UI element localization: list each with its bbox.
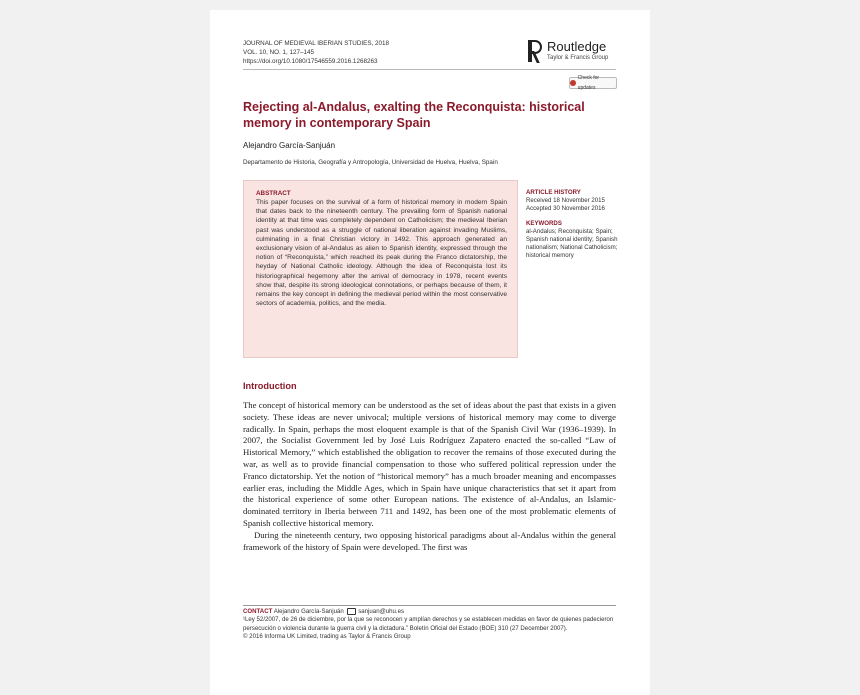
article-history — [526, 189, 626, 214]
keywords — [526, 220, 626, 261]
paragraph: The concept of historical memory can be understood as the set of ideas about the past that exists in a given society. These ideas are never univocal; multiple versions of historical memory may come to diverge radically. In Spain, perhaps the most eloquent example is that of the Spanish Civil War (1936–1939). In 2007, the Socialist Government led by José Luis Rodríguez Zapatero enacted the so-called “Law of Historical Memory,” which established the obligation to recover the remains of those executed during the war, as well as to provide financial compensation to those who suffered political repression under the Franco dictatorship. Yet the notion of “historical memory” has a much broader meaning and encompasses earlier eras, including the Middle Ages, which in Spain have unique characteristics that set it apart from the historical experience of some other European nations. The existence of al-Andalus, an Islamic-dominated territory in Iberia between 711 and 1492, has been one of the most problematic elements of Spanish collective historical memory. — [243, 400, 616, 528]
keywords-list: al-Andalus; Reconquista; Spain; Spanish national identity; Spanish nationalism; National Catholicism; historical memory — [526, 227, 618, 260]
check-updates-label: Check for updates — [577, 75, 600, 91]
received-date: Received 18 November 2015 — [526, 197, 605, 205]
accepted-date: Accepted 30 November 2016 — [526, 205, 605, 213]
paragraph: During the nineteenth century, two opposing historical paradigms about al-Andalus within the general framework of the history of Spain were developed. The first was — [243, 529, 616, 552]
email-icon — [347, 608, 356, 615]
contact-email[interactable]: sanjuan@uhu.es — [358, 608, 405, 616]
publisher-name: Routledge — [547, 39, 607, 54]
journal-name: JOURNAL OF MEDIEVAL IBERIAN STUDIES, 2018 — [243, 40, 390, 47]
contact-line — [243, 608, 616, 616]
footnote: ¹Ley 52/2007, de 26 de diciembre, por la que se reconocen y amplían derechos y se establecen medidas en favor de quienes padecieron persecución o violencia durante la guerra civil y la dictadura.” Boletín Oficial del Estado (BOE) 310 (27 December 2007). — [243, 616, 614, 632]
publisher-logo — [528, 40, 608, 62]
abstract-text: This paper focuses on the survival of a form of historical memory in modern Spain that dates back to the nineteenth century. The prevailing form of Spanish national identity at that time was completely dependent on Catholicism; the medieval Iberian past was understood as a struggle of national liberation against invading Muslims, culminating in a final Christian victory in 1492. This approach generated an exclusionary vision of al-Andalus as alien to Spanish identity, expressed through the notion of “Reconquista,” which reached its peak during the Franco dictatorship, the heyday of National Catholic ideology. Although the idea of Reconquista lost its historiographical hegemony after the arrival of democracy in 1978, recent events show that, despite its strong ideological connotations, or perhaps because of them, it remains the key concept in defining the medieval period within the most conservative sectors of academia, politics, and the media. — [256, 199, 507, 308]
journal-doi[interactable]: https://doi.org/10.1080/17546559.2016.1268263 — [243, 58, 378, 65]
body-text — [243, 400, 616, 553]
footnote-divider — [243, 605, 616, 606]
keywords-heading: KEYWORDS — [526, 219, 562, 227]
publisher-subtitle: Taylor & Francis Group — [547, 55, 609, 61]
journal-volume: VOL. 10, NO. 1, 127–145 — [243, 49, 315, 56]
introduction-heading: Introduction — [243, 381, 297, 391]
update-icon — [570, 80, 576, 86]
article-title: Rejecting al-Andalus, exalting the Reconquista: historical memory in contemporary Spain — [243, 100, 585, 130]
copyright: © 2016 Informa UK Limited, trading as Taylor & Francis Group — [243, 633, 411, 640]
abstract-heading: ABSTRACT — [256, 190, 291, 197]
author-affiliation: Departamento de Historia, Geografía y Antropología, Universidad de Huelva, Huelva, Spain — [243, 159, 498, 166]
article-sidebar — [526, 189, 626, 267]
header-divider — [243, 69, 616, 70]
abstract-box — [243, 180, 518, 358]
contact-label: CONTACT — [243, 608, 273, 616]
footer — [243, 608, 616, 641]
contact-name: Alejandro García-Sanjuán — [273, 608, 344, 616]
article-page — [210, 10, 650, 695]
routledge-logo-icon — [528, 40, 542, 62]
article-history-heading: ARTICLE HISTORY — [526, 189, 581, 196]
check-updates-button[interactable] — [569, 77, 617, 89]
journal-info — [243, 39, 389, 66]
article-author: Alejandro García-Sanjuán — [243, 141, 336, 150]
